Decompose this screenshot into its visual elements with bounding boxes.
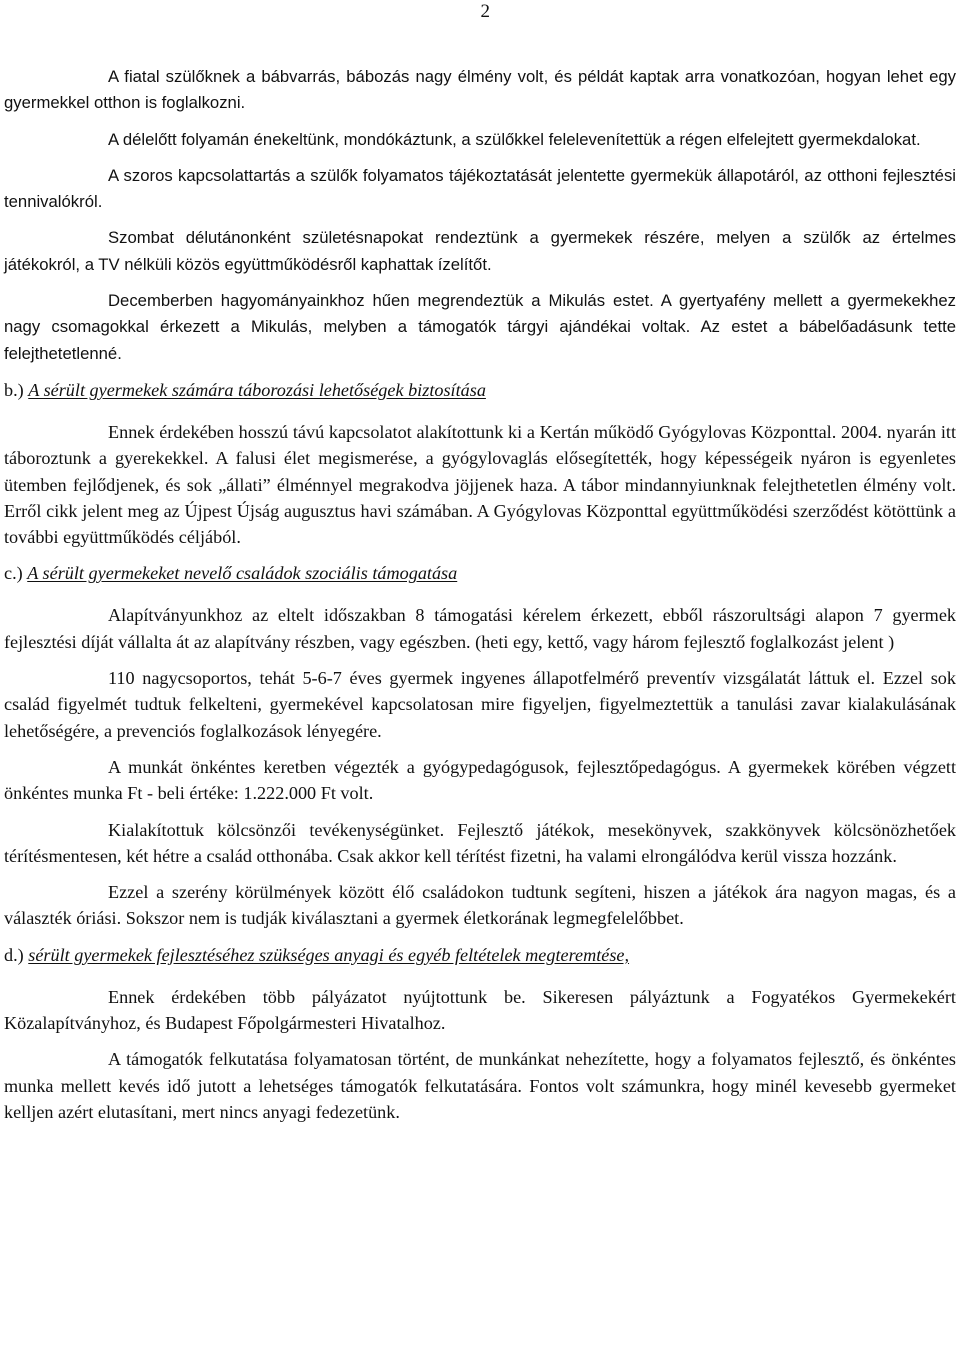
section-d-title: sérült gyermekek fejlesztéséhez szükséges anyagi és egyéb feltételek megteremtése, <box>28 944 630 965</box>
section-c-title: A sérült gyermekeket nevelő családok szociális támogatása <box>27 563 458 584</box>
paragraph-intro-4: Szombat délutánonként születésnapokat rendeztünk a gyermekek részére, melyen a szülők az értelmes játékokról, a TV nélküli közös együttműködésről kaphattak ízelítőt. <box>4 228 956 274</box>
section-c-paragraph-5: Ezzel a szerény körülmények között élő családokon tudtunk segíteni, hiszen a játékok ára nagyon magas, és a választék óriási. Sokszor nem is tudják kiválasztani a gyermek életkorának legmegfelelőbbet. <box>4 882 956 929</box>
section-b-paragraph-1: Ennek érdekében hosszú távú kapcsolatot alakítottunk ki a Kertán működő Gyógylovas Központtal. 2004. nyarán itt táboroztunk a gyerekekkel. A falusi élet megismerése, a gyógylovaglás elősegítették, hogy képességeik nyáron is egyenletes ütemben fejlődjenek, és sok „állati” élménnyel megrakodva jöjjenek haza. A tábor mindannyiunknak felejthetetlen élmény volt. Erről cikk jelent meg az Újpest Újság augusztus havi számában. A Gyógylovas Központtal együttműködési szerződést kötöttünk a további együttműködés céljából. <box>4 421 956 548</box>
section-d-label: d.) <box>4 944 24 965</box>
section-d-heading <box>4 942 956 968</box>
paragraph-intro-5: Decemberben hagyományainkhoz hűen megrendeztük a Mikulás estet. A gyertyafény mellett a gyermekekhez nagy csomagokkal érkezett a Mikulás, melyben a támogatók tárgyi ajándékai voltak. Az estet a bábelőadásunk tette felejthetetlenné. <box>4 291 956 363</box>
section-c-paragraph-3: A munkát önkéntes keretben végezték a gyógypedagógusok, fejlesztőpedagógus. A gyermekek körében végzett önkéntes munka Ft - beli értéke: 1.222.000 Ft volt. <box>4 756 956 804</box>
section-b-label: b.) <box>4 379 24 400</box>
paragraph-intro-1: A fiatal szülőknek a bábvarrás, bábozás nagy élmény volt, és példát kaptak arra vonatkozóan, hogyan lehet egy gyermekkel otthon is foglalkozni. <box>4 67 956 113</box>
section-c-paragraph-4: Kialakítottuk kölcsönzői tevékenységünket. Fejlesztő játékok, mesekönyvek, szakkönyvek kölcsönözhetőek térítésmentesen, két hétre a család otthonába. Csak akkor kell térítést fizetni, ha valami elrongálódva kerül vissza hozzánk. <box>4 819 956 866</box>
document-body <box>4 64 956 1135</box>
section-c-label: c.) <box>4 563 23 584</box>
section-b-heading <box>4 377 956 403</box>
section-b-title: A sérült gyermekek számára táborozási lehetőségek biztosítása <box>28 379 486 400</box>
section-d-paragraph-1: Ennek érdekében több pályázatot nyújtottunk be. Sikeresen pályáztunk a Fogyatékos Gyermekekért Közalapítványhoz, és Budapest Főpolgármesteri Hivatalhoz. <box>4 986 956 1034</box>
section-d-paragraph-2: A támogatók felkutatása folyamatosan történt, de munkánkat nehezítette, hogy a folyamatos fejlesztő, és önkéntes munka mellett kevés idő jutott a lehetséges támogatók felkutatására. Fontos volt számunkra, hogy minél kevesebb gyermeket kelljen azért elutasítani, mert nincs anyagi fedezetünk. <box>4 1049 956 1122</box>
section-c-heading <box>4 560 956 586</box>
paragraph-intro-2: A délelőtt folyamán énekeltünk, mondókáztunk, a szülőkkel felelevenítettük a régen elfelejtett gyermekdalokat. <box>108 129 921 149</box>
page-number: 2 <box>480 1 490 22</box>
paragraph-intro-3: A szoros kapcsolattartás a szülők folyamatos tájékoztatását jelentette gyermekük állapotáról, az otthoni fejlesztési tennivalókról. <box>4 165 956 212</box>
section-c-paragraph-1: Alapítványunkhoz az eltelt időszakban 8 támogatási kérelem érkezett, ebből rászorultsági alapon 7 gyermek fejlesztési díját vállalta át az alapítvány részben, vagy egészben. (heti egy, kettő, vagy három fejlesztő foglalkozást jelent ) <box>4 605 956 652</box>
section-c-paragraph-2: 110 nagycsoportos, tehát 5-6-7 éves gyermek ingyenes állapotfelmérő preventív vizsgálatát láttuk el. Ezzel sok család figyelmét tudtuk felkelteni, gyermekével kapcsolatosan mire figyeljen, figyelmeztettük a tanulási zavar kialakulásának lehetőségére, a prevenciós foglalkozások lényegére. <box>4 668 956 741</box>
